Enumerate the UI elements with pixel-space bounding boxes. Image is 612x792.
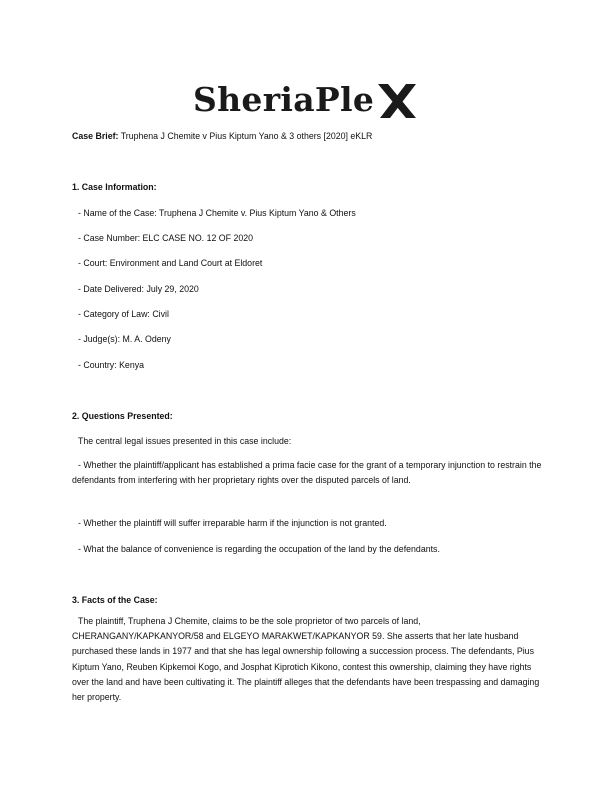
case-info-item: - Judge(s): M. A. Odeny <box>78 334 171 344</box>
question-item: - Whether the plaintiff/applicant has established a prima facie case for the grant of a temporary injunction to restrain the defendants from interfering with her proprietary rights over the disputed parcels of land. <box>72 460 542 486</box>
logo-text: SheriaPle <box>193 80 375 119</box>
x-logo-mark-icon <box>376 82 418 120</box>
case-info-item: - Country: Kenya <box>78 360 145 370</box>
section-heading-facts-of-the-case: 3. Facts of the Case: <box>72 595 158 605</box>
case-info-item: - Court: Environment and Land Court at Eldoret <box>78 258 263 268</box>
sheriaplex-logo <box>193 78 423 122</box>
case-info-item: - Category of Law: Civil <box>78 309 169 319</box>
case-brief-label: Case Brief: <box>72 131 119 141</box>
facts-paragraph: The plaintiff, Truphena J Chemite, claims to be the sole proprietor of two parcels of land, CHERANGANY/KAPKANYOR/58 and ELGEYO MARAKWET/KAPKANYOR 59. She asserts that her late husband purchased these lands in 1977 and that she has legal ownership following a succession process. The defendants, Pius Kiptum Yano, Reuben Kipkemoi Kogo, and Josphat Kiprotich Kikono, contest this ownership, claiming they have rights over the land and have been cultivating it. The plaintiff alleges that the defendants have been trespassing and damaging her property. <box>72 616 540 703</box>
case-info-item: - Date Delivered: July 29, 2020 <box>78 284 199 294</box>
section-heading-questions-presented: 2. Questions Presented: <box>72 411 173 421</box>
case-info-item: - Case Number: ELC CASE NO. 12 OF 2020 <box>78 233 254 243</box>
question-item: - Whether the plaintiff will suffer irreparable harm if the injunction is not granted. <box>78 518 387 528</box>
section-heading-case-information: 1. Case Information: <box>72 182 157 192</box>
case-brief-line <box>72 130 372 142</box>
questions-intro: The central legal issues presented in this case include: <box>78 436 292 446</box>
question-item: - What the balance of convenience is regarding the occupation of the land by the defendants. <box>78 544 440 554</box>
case-brief-title: Truphena J Chemite v Pius Kiptum Yano & 3 others [2020] eKLR <box>118 131 373 141</box>
case-info-item: - Name of the Case: Truphena J Chemite v. Pius Kiptum Yano & Others <box>78 208 356 218</box>
